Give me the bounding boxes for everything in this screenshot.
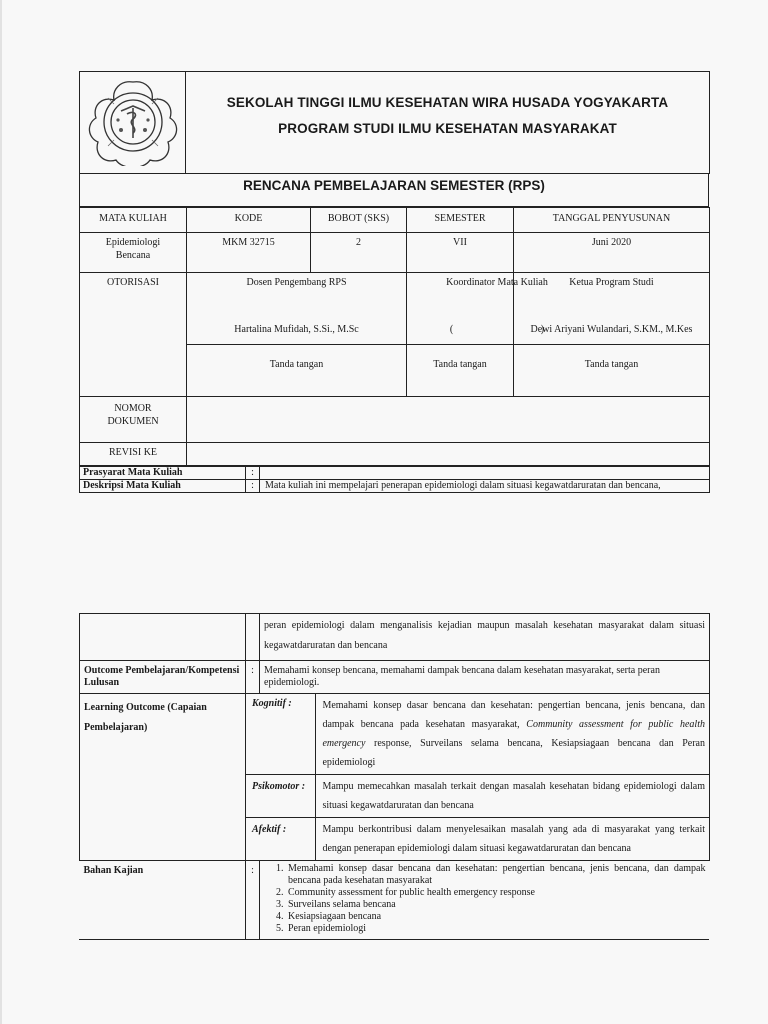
name-koordinator: ( ) — [449, 324, 545, 335]
learning-outcome-row — [80, 694, 710, 861]
outcome-text: Memahami konsep bencana, memahami dampak bencana dalam kesehatan masyarakat, serta peran epidemiologi. — [260, 661, 710, 694]
prasyarat-colon: : — [246, 467, 260, 480]
otorisasi-row — [80, 273, 710, 345]
value-bobot: 2 — [311, 233, 407, 273]
psikomotor-row — [246, 775, 709, 818]
deskripsi-colon: : — [246, 480, 260, 493]
course-value-row — [80, 233, 710, 273]
role-ketua: Ketua Program Studi — [569, 277, 654, 288]
rps-title-row — [79, 174, 709, 207]
revisi-label: REVISI KE — [80, 443, 187, 466]
header-mata-kuliah: MATA KULIAH — [80, 208, 187, 233]
outcome-label: Outcome Pembelajaran/Kompetensi Lulusan — [80, 661, 246, 694]
afektif-row — [246, 818, 709, 861]
rps-continuation-section — [79, 613, 709, 940]
afektif-text: Mampu berkontribusi dalam menyelesaikan masalah yang ada di masyarakat yang terkait dengan penerapan epidemiologi dalam situasi kegawatdaruratan dan bencana — [316, 818, 709, 861]
signature-ketua: Tanda tangan — [514, 345, 710, 397]
kognitif-row — [246, 694, 709, 775]
summary-table — [79, 466, 710, 493]
prasyarat-label: Prasyarat Mata Kuliah — [80, 467, 246, 480]
institution-name: SEKOLAH TINGGI ILMU KESEHATAN WIRA HUSADA YOGYAKARTA — [226, 95, 669, 110]
course-header-row — [80, 208, 710, 233]
role-dosen: Dosen Pengembang RPS — [246, 277, 347, 288]
header-semester: SEMESTER — [407, 208, 514, 233]
learning-table — [79, 613, 710, 939]
deskripsi-cont-colon — [246, 614, 260, 661]
kognitif-text-emphasis: Community assessment for public health emergency — [322, 719, 705, 749]
value-semester: VII — [407, 233, 514, 273]
kognitif-label: Kognitif : — [246, 694, 316, 775]
value-mata-kuliah: Epidemiologi Bencana — [80, 233, 187, 273]
bahan-kajian-list — [264, 863, 706, 935]
deskripsi-continuation-row — [80, 614, 710, 661]
name-dosen: Hartalina Mufidah, S.Si., M.Sc — [234, 324, 359, 335]
institution-seal-logo — [88, 78, 178, 166]
bahan-kajian-item: 3. Surveilans selama bencana — [286, 899, 706, 911]
deskripsi-cont-left — [80, 614, 246, 661]
logo-cell — [80, 72, 186, 174]
header-bobot: BOBOT (SKS) — [311, 208, 407, 233]
prasyarat-row — [80, 467, 710, 480]
prasyarat-value — [260, 467, 710, 480]
signature-dosen: Tanda tangan — [187, 345, 407, 397]
deskripsi-label: Deskripsi Mata Kuliah — [80, 480, 246, 493]
header-tanggal: TANGGAL PENYUSUNAN — [514, 208, 710, 233]
deskripsi-row — [80, 480, 710, 493]
outcome-colon: : — [246, 661, 260, 694]
kognitif-text-b: response, Surveilans selama bencana, Kesiapsiagaan bencana dan Peran epidemiologi — [322, 738, 705, 768]
deskripsi-text: Mata kuliah ini mempelajari penerapan epidemiologi dalam situasi kegawatdaruratan dan bencana, — [260, 480, 710, 493]
institution-header — [79, 71, 710, 174]
revisi-value — [187, 443, 710, 466]
dosen-cell — [187, 273, 407, 345]
revisi-row — [80, 443, 710, 466]
institution-name-cell — [186, 72, 710, 174]
deskripsi-continuation: peran epidemiologi dalam menganalisis kejadian maupun masalah kesehatan masyarakat dalam situasi kegawatdaruratan dan bencana — [260, 614, 710, 661]
learning-outcome-label: Learning Outcome (Capaian Pembelajaran) — [80, 694, 246, 861]
rps-header-section — [79, 71, 709, 493]
bahan-kajian-item: 5. Peran epidemiologi — [286, 923, 706, 935]
bahan-kajian-label: Bahan Kajian — [80, 861, 246, 940]
bahan-kajian-item: 1. Memahami konsep dasar bencana dan kesehatan: pengertian bencana, jenis bencana, dan dampak bencana pada kesehatan masyarakat — [286, 863, 706, 887]
bottom-rule — [79, 939, 709, 940]
bahan-kajian-cell — [260, 861, 710, 940]
value-kode: MKM 32715 — [187, 233, 311, 273]
role-koordinator: Koordinator Mata Kuliah — [446, 277, 548, 288]
kognitif-text — [316, 694, 709, 775]
nomor-dokumen-label: NOMOR DOKUMEN — [80, 397, 187, 443]
afektif-label: Afektif : — [246, 818, 316, 861]
name-ketua: Dewi Ariyani Wulandari, S.KM., M.Kes — [530, 324, 693, 335]
learning-outcome-body — [246, 694, 710, 861]
rps-title: RENCANA PEMBELAJARAN SEMESTER (RPS) — [80, 174, 709, 207]
signature-koordinator: Tanda tangan — [407, 345, 514, 397]
value-tanggal: Juni 2020 — [514, 233, 710, 273]
program-name: PROGRAM STUDI ILMU KESEHATAN MASYARAKAT — [278, 121, 617, 136]
bahan-kajian-colon: : — [246, 861, 260, 940]
nomor-dokumen-row — [80, 397, 710, 443]
page-edge — [0, 0, 2, 1024]
bahan-kajian-item: 4. Kesiapsiagaan bencana — [286, 911, 706, 923]
outcome-row — [80, 661, 710, 694]
kognitif-text-a: Memahami konsep dasar bencana dan kesehatan: pengertian bencana, jenis bencana, dan dampak bencana pada kesehatan masyarakat, — [322, 700, 705, 730]
koordinator-cell — [407, 273, 548, 345]
header-kode: KODE — [187, 208, 311, 233]
otorisasi-label: OTORISASI — [80, 273, 187, 397]
bahan-kajian-row — [80, 861, 710, 940]
course-info-table — [79, 207, 710, 466]
psikomotor-label: Psikomotor : — [246, 775, 316, 818]
learning-outcome-subtable — [246, 694, 709, 860]
nomor-dokumen-value — [187, 397, 710, 443]
psikomotor-text: Mampu memecahkan masalah terkait dengan masalah kesehatan bidang epidemiologi dalam situasi kegawatdaruratan dan bencana — [316, 775, 709, 818]
bahan-kajian-item: 2. Community assessment for public health emergency response — [286, 887, 706, 899]
